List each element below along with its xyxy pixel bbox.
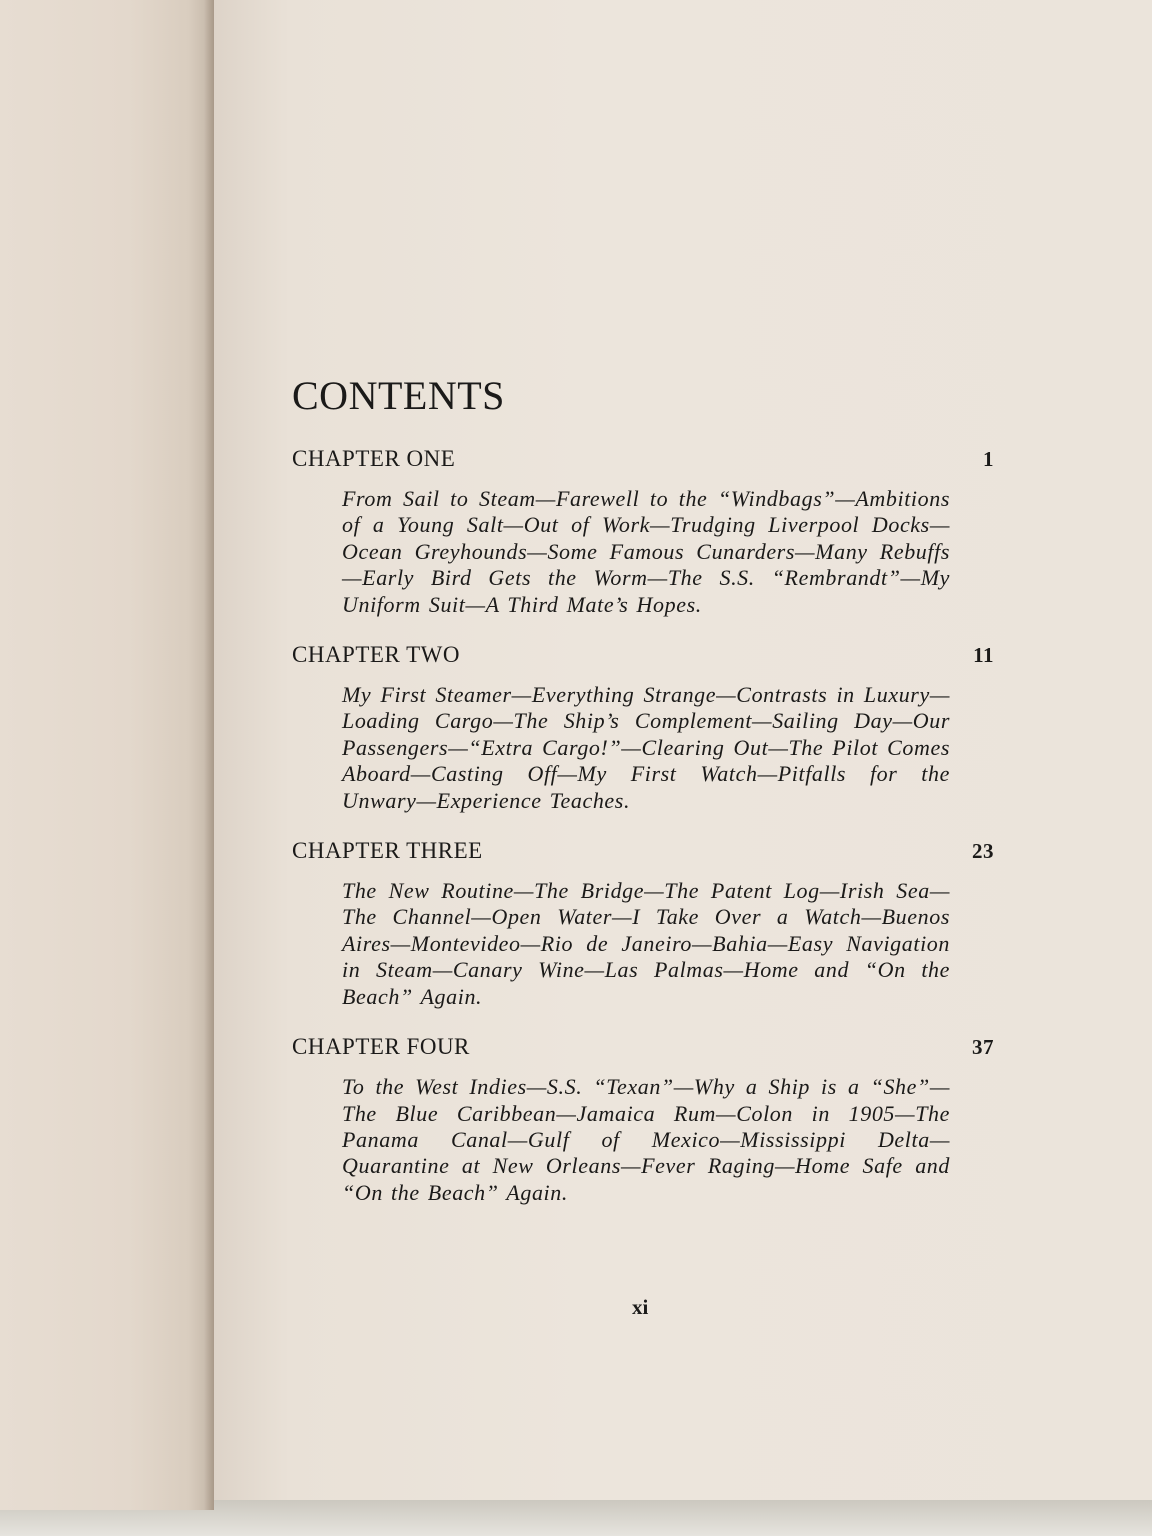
chapter-header bbox=[292, 640, 992, 670]
chapter-summary: To the West Indies—S.S. “Texan”—Why a Ship is a “She”—The Blue Caribbean—Jamaica Rum—Colon in 1905—The Panama Canal—Gulf of Mexico—Mississippi Delta—Quarantine at New Orleans—Fever Raging—Home Safe and “On the Beach” Again. bbox=[342, 1074, 950, 1205]
chapter-entry-three bbox=[292, 836, 992, 1010]
chapter-page-number: 37 bbox=[972, 1035, 994, 1060]
chapter-page-number: 23 bbox=[972, 839, 994, 864]
chapter-entry-two bbox=[292, 640, 992, 814]
left-page bbox=[0, 0, 214, 1510]
chapter-summary: My First Steamer—Everything Strange—Contrasts in Luxury—Loading Cargo—The Ship’s Complement—Sailing Day—Our Passengers—“Extra Cargo!”—Clearing Out—The Pilot Comes Aboard—Casting Off—My First Watch—Pitfalls for the Unwary—Experience Teaches. bbox=[342, 682, 950, 813]
chapter-entry-one bbox=[292, 444, 992, 618]
chapter-page-number: 1 bbox=[983, 447, 994, 471]
page-number-footer: xi bbox=[632, 1295, 649, 1319]
right-page bbox=[214, 0, 1152, 1500]
chapter-header bbox=[292, 1032, 992, 1062]
chapter-label: CHAPTER THREE bbox=[292, 838, 483, 864]
chapter-summary: From Sail to Steam—Farewell to the “Windbags”—Ambitions of a Young Salt—Out of Work—Trudging Liverpool Docks—Ocean Greyhounds—Some Famous Cunarders—Many Rebuffs—Early Bird Gets the Worm—The S.S. “Rembrandt”—My Uniform Suit—A Third Mate’s Hopes. bbox=[342, 486, 950, 617]
chapter-page-number: 11 bbox=[973, 643, 994, 668]
chapter-label: CHAPTER FOUR bbox=[292, 1034, 470, 1060]
table-of-contents bbox=[292, 370, 992, 1206]
chapter-label: CHAPTER ONE bbox=[292, 446, 456, 471]
chapter-label: CHAPTER TWO bbox=[292, 642, 460, 668]
chapter-header bbox=[292, 444, 992, 474]
page-title: CONTENTS bbox=[292, 373, 505, 418]
chapter-entry-four bbox=[292, 1032, 992, 1206]
chapter-summary: The New Routine—The Bridge—The Patent Log—Irish Sea—The Channel—Open Water—I Take Over a Watch—Buenos Aires—Montevideo—Rio de Janeiro—Bahia—Easy Navigation in Steam—Canary Wine—Las Palmas—Home and “On the Beach” Again. bbox=[342, 878, 950, 1009]
chapter-header bbox=[292, 836, 992, 866]
